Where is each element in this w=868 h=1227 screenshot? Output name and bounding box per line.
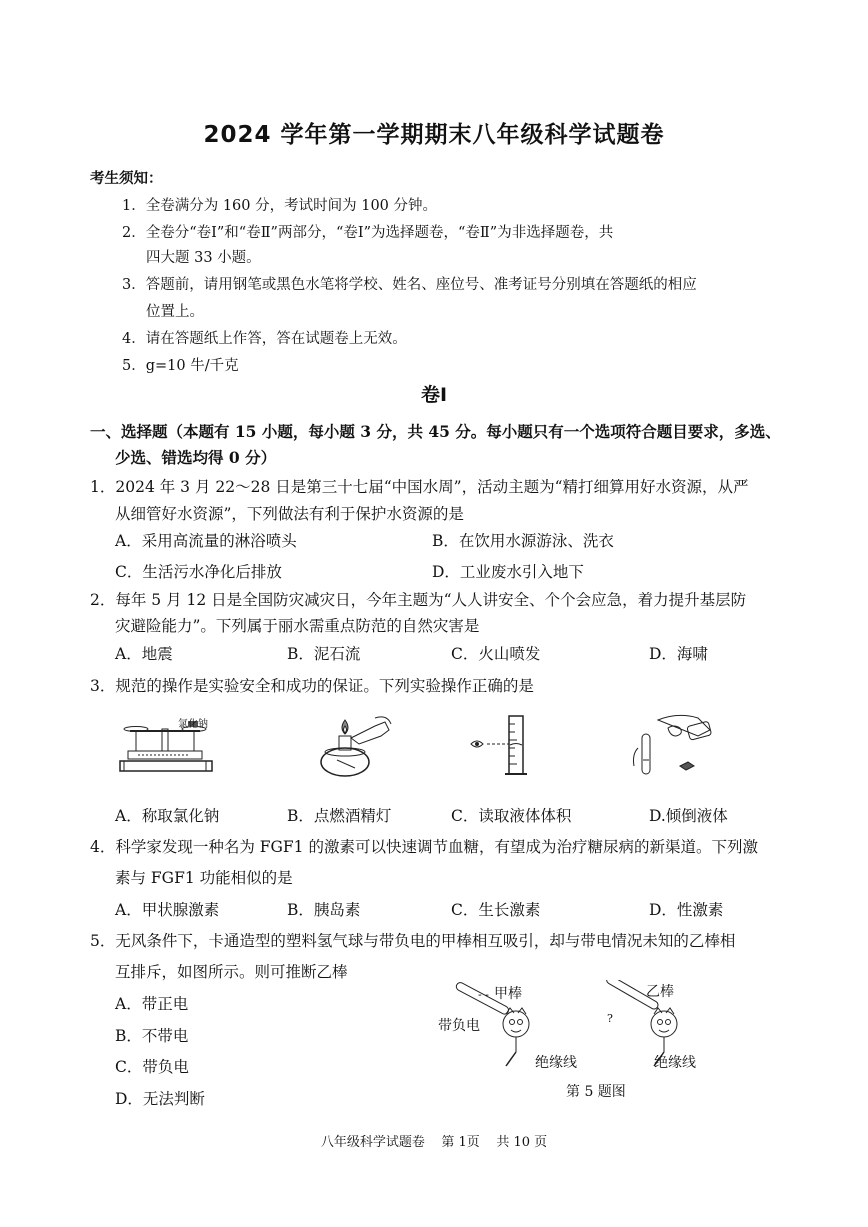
notice-item: 位置上。 <box>146 304 204 320</box>
question-2-stem: 2．每年 5 月 12 日是全国防灾减灾日，今年主题为“人人讲安全、个个会应急，着力提升基层防 <box>90 591 747 609</box>
question-4-option-b: B．胰岛素 <box>287 901 361 919</box>
question-1-option-d: D．工业废水引入地下 <box>432 563 584 581</box>
pouring-liquid-figure <box>628 710 718 782</box>
alcohol-lamp-figure <box>315 712 395 782</box>
notice-item: 1．全卷满分为 160 分，考试时间为 100 分钟。 <box>122 198 438 214</box>
notice-heading: 考生须知： <box>90 170 163 187</box>
question-2-option-d: D．海啸 <box>649 645 708 663</box>
figure-caption: 第 5 题图 <box>566 1084 626 1100</box>
question-4-option-a: A．甲状腺激素 <box>115 901 220 919</box>
question-2-stem-cont: 灾避险能力”。下列属于丽水需重点防范的自然灾害是 <box>115 617 480 635</box>
notice-item: 5．g=10 牛/千克 <box>122 358 239 374</box>
question-1-option-a: A．采用高流量的淋浴喷头 <box>115 532 297 550</box>
question-5-option-a: A．带正电 <box>115 995 189 1013</box>
negative-charge-label: 带负电 <box>438 1018 480 1034</box>
rod-a-label: 甲棒 <box>494 986 522 1002</box>
question-3-stem: 3．规范的操作是实验安全和成功的保证。下列实验操作正确的是 <box>90 677 534 695</box>
question-1-stem: 1．2024 年 3 月 22～28 日是第三十七届“中国水周”，活动主题为“精打细算用好水资源，从严 <box>90 478 749 496</box>
question-2-option-c: C．火山喷发 <box>451 645 541 663</box>
part-heading-cont: 少选、错选均得 0 分） <box>115 448 277 467</box>
page-footer: 八年级科学试题卷 第 1页 共 10 页 <box>320 1135 548 1150</box>
notice-item: 4．请在答题纸上作答，答在试题卷上无效。 <box>122 331 407 347</box>
question-4-option-d: D．性激素 <box>649 901 724 919</box>
part-heading: 一、选择题（本题有 15 小题，每小题 3 分，共 45 分。每小题只有一个选项符合题目要求，多选、 <box>90 422 781 441</box>
question-1-option-c: C．生活污水净化后排放 <box>115 563 282 581</box>
question-1-option-b: B．在饮用水源游泳、洗衣 <box>432 532 614 550</box>
question-3-option-b: B．点燃酒精灯 <box>287 807 392 825</box>
insulator-label-b: 绝缘线 <box>654 1055 696 1071</box>
unknown-charge-mark: ? <box>607 1012 613 1025</box>
question-4-stem-cont: 素与 FGF1 功能相似的是 <box>115 869 293 887</box>
question-5-option-b: B．不带电 <box>115 1027 189 1045</box>
question-3-option-a: A．称取氯化钠 <box>115 807 220 825</box>
section-title: 卷Ⅰ <box>420 384 448 406</box>
question-4-stem: 4．科学家发现一种名为 FGF1 的激素可以快速调节血糖，有望成为治疗糖尿病的新渠道。下列激 <box>90 838 758 856</box>
notice-item: 四大题 33 小题。 <box>146 250 261 266</box>
question-5-option-c: C．带负电 <box>115 1058 189 1076</box>
notice-item: 3．答题前，请用钢笔或黑色水笔将学校、姓名、座位号、准考证号分别填在答题纸的相应 <box>122 277 697 293</box>
question-3-option-d: D.倾倒液体 <box>649 807 728 825</box>
question-3-option-c: C．读取液体体积 <box>451 807 572 825</box>
question-5-stem: 5．无风条件下，卡通造型的塑料氢气球与带负电的甲棒相互吸引，却与带电情况未知的乙棒相 <box>90 932 736 950</box>
minus-signs: - - <box>478 988 489 1001</box>
balance-label: 氯化钠 <box>178 719 208 730</box>
question-5-stem-cont: 互排斥，如图所示。则可推断乙棒 <box>115 963 348 981</box>
question-2-option-b: B．泥石流 <box>287 645 361 663</box>
rod-b-label: 乙棒 <box>646 984 674 1000</box>
insulator-label-a: 绝缘线 <box>535 1055 577 1071</box>
graduated-cylinder-figure <box>465 712 545 782</box>
page-title: 2024 学年第一学期期末八年级科学试题卷 <box>203 122 665 148</box>
question-4-option-c: C．生长激素 <box>451 901 541 919</box>
question-1-stem-cont: 从细管好水资源”，下列做法有利于保护水资源的是 <box>115 505 464 523</box>
question-2-option-a: A．地震 <box>115 645 173 663</box>
notice-item: 2．全卷分“卷Ⅰ”和“卷Ⅱ”两部分，“卷Ⅰ”为选择题卷，“卷Ⅱ”为非选择题卷，共 <box>122 225 614 241</box>
question-5-option-d: D．无法判断 <box>115 1090 205 1108</box>
